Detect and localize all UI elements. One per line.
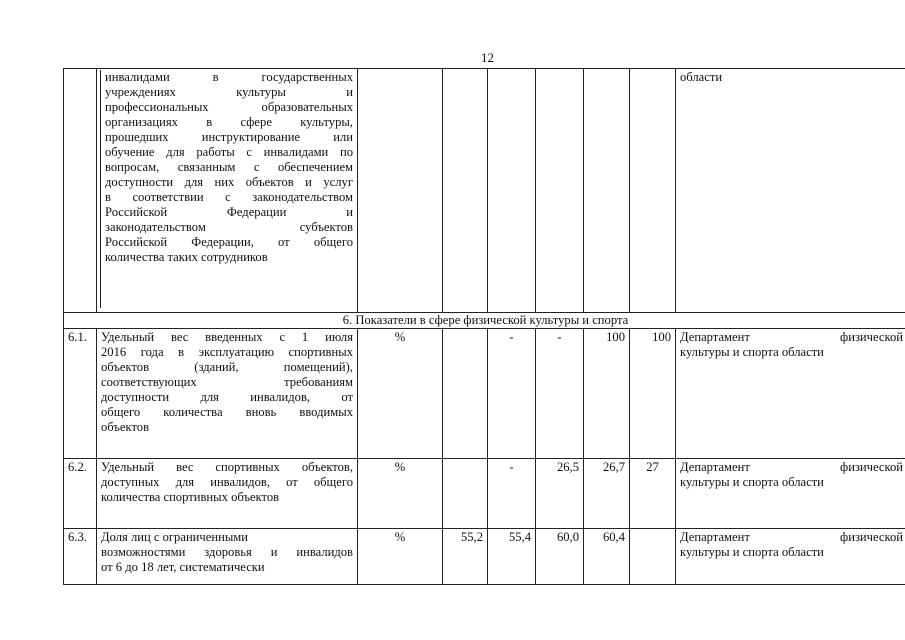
desc-line: инвалидами в государственных — [105, 70, 353, 84]
resp-line: области — [680, 70, 723, 84]
cell-responsible — [676, 329, 905, 459]
desc-line: профессиональных образовательных — [105, 100, 353, 114]
cell-value-1 — [443, 329, 488, 459]
cell-description — [97, 69, 358, 313]
cell-unit — [358, 69, 443, 313]
desc-line: Российской Федерации и — [105, 205, 353, 219]
cell-value-3: - — [536, 329, 584, 459]
table-row-6-3 — [64, 529, 905, 585]
desc-line: общего количества вновь вводимых — [101, 405, 353, 419]
cell-value-5: 100 — [630, 329, 676, 459]
cell-responsible — [676, 459, 905, 529]
cell-number: 6.1. — [64, 329, 97, 459]
desc-line: обучение для работы с инвалидами по — [105, 145, 353, 159]
table-row-6-2 — [64, 459, 905, 529]
resp-line: Департамент физической — [680, 530, 903, 544]
desc-line: объектов (зданий, помещений), — [101, 360, 353, 374]
resp-line: Департамент физической — [680, 330, 903, 344]
cell-value-1: 55,2 — [443, 529, 488, 585]
cell-responsible — [676, 529, 905, 585]
resp-line: культуры и спорта области — [680, 345, 824, 359]
cell-responsible — [676, 69, 905, 313]
desc-line: соответствующих требованиям — [101, 375, 353, 389]
desc-line: 2016 года в эксплуатацию спортивных — [101, 345, 353, 359]
cell-value-5: 27 — [630, 459, 676, 529]
cell-value-4 — [584, 69, 630, 313]
cell-number — [64, 69, 97, 313]
desc-line: доступности для инвалидов, от — [101, 390, 353, 404]
cell-value-3: 26,5 — [536, 459, 584, 529]
desc-line: организациях в сфере культуры, — [105, 115, 353, 129]
desc-line: доступности для них объектов и услуг — [105, 175, 353, 189]
cell-value-2 — [488, 69, 536, 313]
table-row-6-1 — [64, 329, 905, 459]
desc-line: учреждениях культуры и — [105, 85, 353, 99]
desc-line: в соответствии с законодательством — [105, 190, 353, 204]
cell-number: 6.3. — [64, 529, 97, 585]
desc-line: законодательством субъектов — [105, 220, 353, 234]
cell-description — [97, 459, 358, 529]
desc-line: вопросам, связанным с обеспечением — [105, 160, 353, 174]
cell-value-4: 100 — [584, 329, 630, 459]
cell-unit: % — [358, 459, 443, 529]
indicators-table — [63, 68, 905, 585]
desc-line: Доля лиц с ограниченными — [101, 530, 248, 544]
cell-value-2: - — [488, 459, 536, 529]
cell-unit: % — [358, 329, 443, 459]
resp-line: Департамент физической — [680, 460, 903, 474]
desc-line: Удельный вес введенных с 1 июля — [101, 330, 353, 344]
cell-value-4: 60,4 — [584, 529, 630, 585]
desc-line: Удельный вес спортивных объектов, — [101, 460, 353, 474]
document-table-container — [63, 68, 903, 585]
desc-line: объектов — [101, 420, 150, 434]
cell-description — [97, 529, 358, 585]
resp-line: культуры и спорта области — [680, 475, 824, 489]
cell-description — [97, 329, 358, 459]
desc-line: Российской Федерации, от общего — [105, 235, 353, 249]
desc-line: количества спортивных объектов — [101, 490, 280, 504]
cell-unit: % — [358, 529, 443, 585]
section-title: 6. Показатели в сфере физической культуры и спорта — [64, 313, 905, 329]
desc-line: от 6 до 18 лет, систематически — [101, 560, 265, 574]
desc-line: доступных для инвалидов, от общего — [101, 475, 353, 489]
resp-line: культуры и спорта области — [680, 545, 824, 559]
desc-line: возможностями здоровья и инвалидов — [101, 545, 353, 559]
section-header-row — [64, 313, 905, 329]
desc-line: количества таких сотрудников — [105, 250, 268, 264]
cell-value-1 — [443, 69, 488, 313]
page-number: 12 — [481, 50, 494, 65]
cell-value-5 — [630, 529, 676, 585]
cell-value-1 — [443, 459, 488, 529]
cell-number: 6.2. — [64, 459, 97, 529]
cell-value-2: - — [488, 329, 536, 459]
cell-value-3: 60,0 — [536, 529, 584, 585]
cell-value-5 — [630, 69, 676, 313]
table-row-continuation — [64, 69, 905, 313]
desc-line: прошедших инструктирование или — [105, 130, 353, 144]
cell-value-4: 26,7 — [584, 459, 630, 529]
cell-value-2: 55,4 — [488, 529, 536, 585]
cell-value-3 — [536, 69, 584, 313]
